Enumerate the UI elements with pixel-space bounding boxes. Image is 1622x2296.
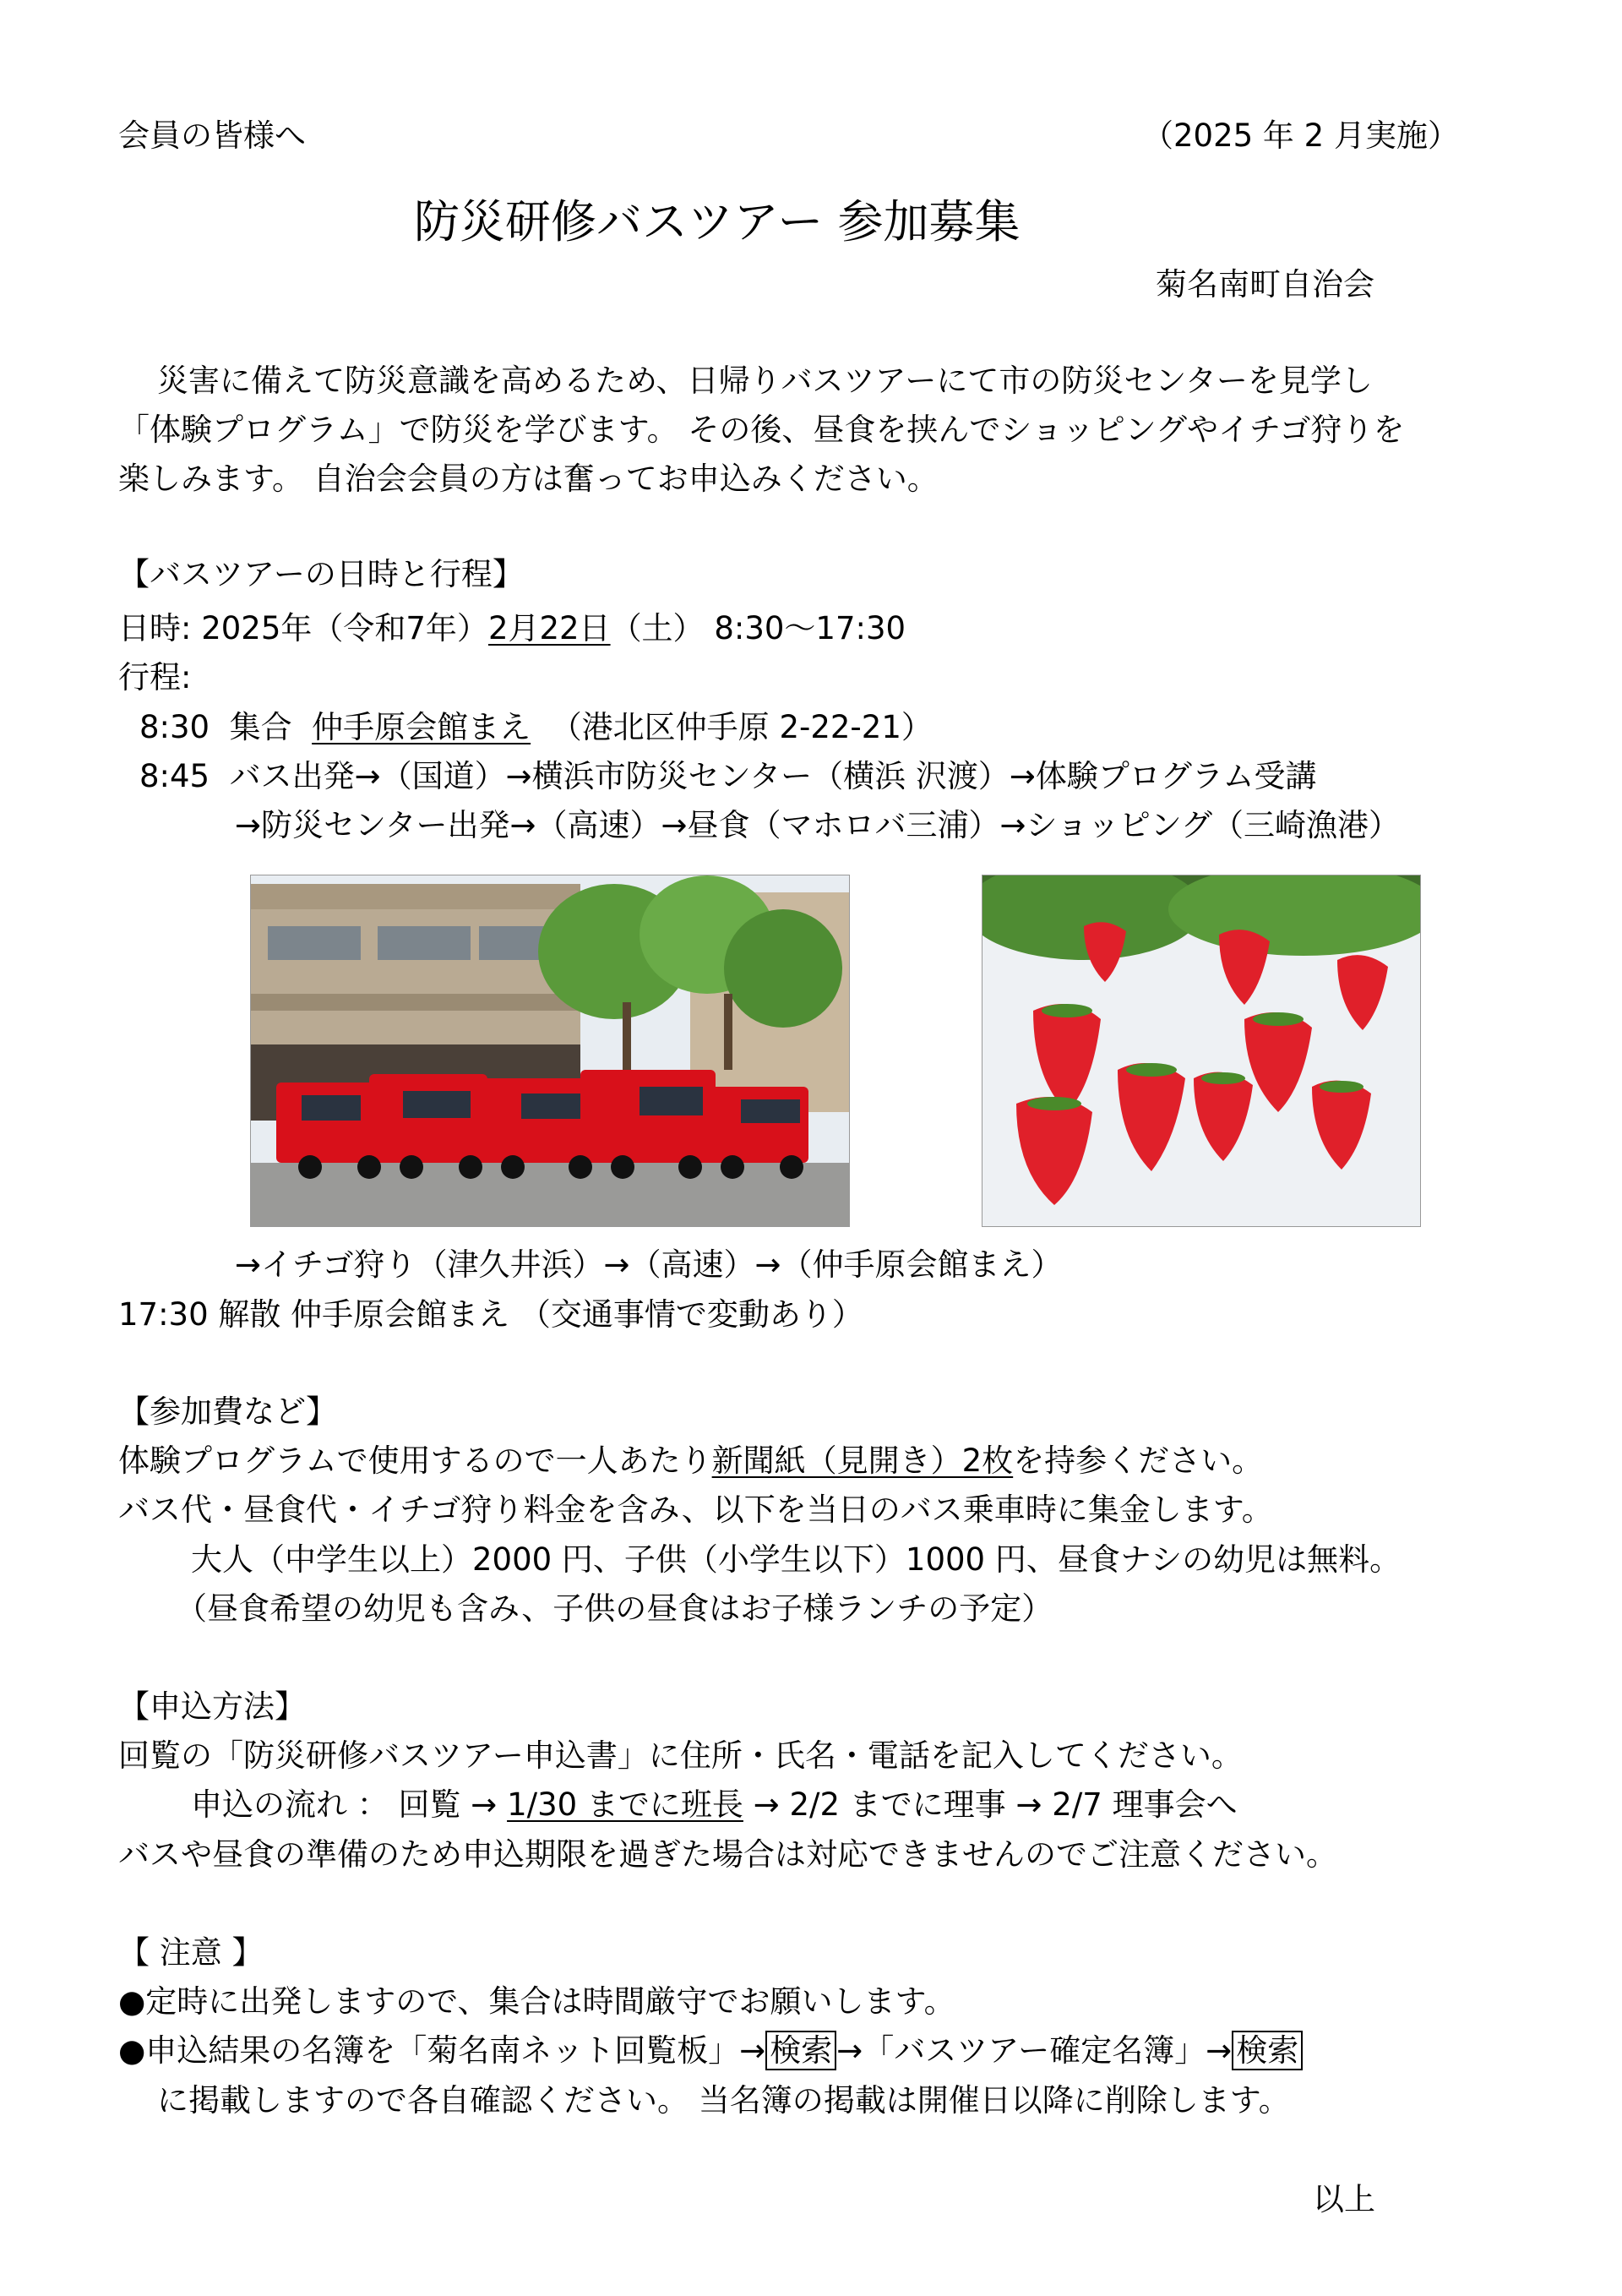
fees-line-1 [118,1442,1264,1479]
fees-line-1-prefix: 体験プログラムで使用するので一人あたり [118,1442,712,1479]
strawberry-photo [982,875,1421,1227]
fire-trucks-image [251,875,849,1226]
schedule-heading: 【バスツアーの日時と行程】 [118,556,524,592]
fees-line-1-suffix: を持参ください。 [1013,1442,1264,1479]
newspaper-note: 新聞紙（見開き）2枚 [711,1442,1014,1479]
date-suffix: （土） 8:30〜17:30 [610,610,906,646]
closing: 以上 [1313,2181,1375,2217]
fees-line-4: （昼食希望の幼児も含み、子供の昼食はお子様ランチの予定） [176,1590,1053,1627]
notes-heading: 【 注意 】 [118,1934,264,1971]
note-bullet-2-b: →「バスツアー確定名簿」→ [836,2032,1233,2069]
route-line-2: →防災センター出発→（高速）→昼食（マホロバ三浦）→ショッピング（三崎漁港） [235,807,1401,843]
search-box-label-2: 検索 [1232,2031,1303,2070]
apply-flow [191,1786,1238,1823]
fees-line-3: 大人（中学生以上）2000 円、子供（小学生以下）1000 円、昼食ナシの幼児は無料。 [191,1541,1402,1578]
intro-line-2: 「体験プログラム」で防災を学びます。 その後、昼食を挟んでショッピングやイチゴ狩りを [118,412,1405,448]
intro-line-3: 楽しみます。 自治会会員の方は奮ってお申込みください。 [118,461,939,497]
route-line-3: →イチゴ狩り（津久井浜）→（高速）→（仲手原会館まえ） [235,1246,1063,1283]
addressee: 会員の皆様へ [118,117,306,154]
apply-flow-prefix: 申込の流れ ： 回覧 → [191,1786,498,1823]
itinerary-label: 行程: [118,659,192,695]
depart-line [139,758,1317,794]
note-bullet-2-a: ●申込結果の名簿を「菊名南ネット回覧板」→ [118,2032,766,2069]
apply-deadline: 1/30 までに班長 [507,1786,743,1823]
note-bullet-2 [118,2032,1303,2069]
gather-line [139,709,933,745]
route-line-1: バス出発→（国道）→横浜市防災センター（横浜 沢渡）→体験プログラム受講 [229,758,1317,794]
organizer: 菊名南町自治会 [1156,266,1374,303]
schedule-date [118,610,906,646]
apply-line-3: バスや昼食の準備のため申込期限を過ぎた場合は対応できませんのでご注意ください。 [118,1836,1337,1873]
intro-line-1: 災害に備えて防災意識を高めるため、日帰りバスツアーにて市の防災センターを見学し [157,363,1373,399]
fees-heading: 【参加費など】 [118,1393,337,1430]
note-bullet-1: ●定時に出発しますので、集合は時間厳守でお願いします。 [118,1983,955,2020]
tour-date: 2月22日 [487,610,611,646]
gather-address: （港北区仲手原 2-22-21） [550,709,933,745]
strawberries-image [982,875,1420,1226]
gather-time: 8:30 [139,709,210,745]
date-note: （2025 年 2 月実施） [1142,117,1459,154]
gather-label: 集合 [229,709,292,745]
fire-station-photo [250,875,850,1227]
end-line: 17:30 解散 仲手原会館まえ （交通事情で変動あり） [118,1296,863,1333]
search-box-label-1: 検索 [765,2031,836,2070]
apply-heading: 【申込方法】 [118,1688,306,1725]
gather-place: 仲手原会館まえ [312,709,531,745]
note-bullet-2-line-2: に掲載しますので各自確認ください。 当名簿の掲載は開催日以降に削除します。 [157,2082,1290,2119]
depart-time: 8:45 [139,758,210,794]
fees-line-2: バス代・昼食代・イチゴ狩り料金を含み、以下を当日のバス乗車時に集金します。 [118,1492,1273,1528]
apply-flow-suffix: → 2/2 までに理事 → 2/7 理事会へ [753,1786,1238,1823]
apply-line-1: 回覧の「防災研修バスツアー申込書」に住所・氏名・電話を記入してください。 [118,1737,1243,1774]
date-prefix: 日時: 2025年（令和7年） [118,610,488,646]
page-title: 防災研修バスツアー 参加募集 [414,195,1021,248]
